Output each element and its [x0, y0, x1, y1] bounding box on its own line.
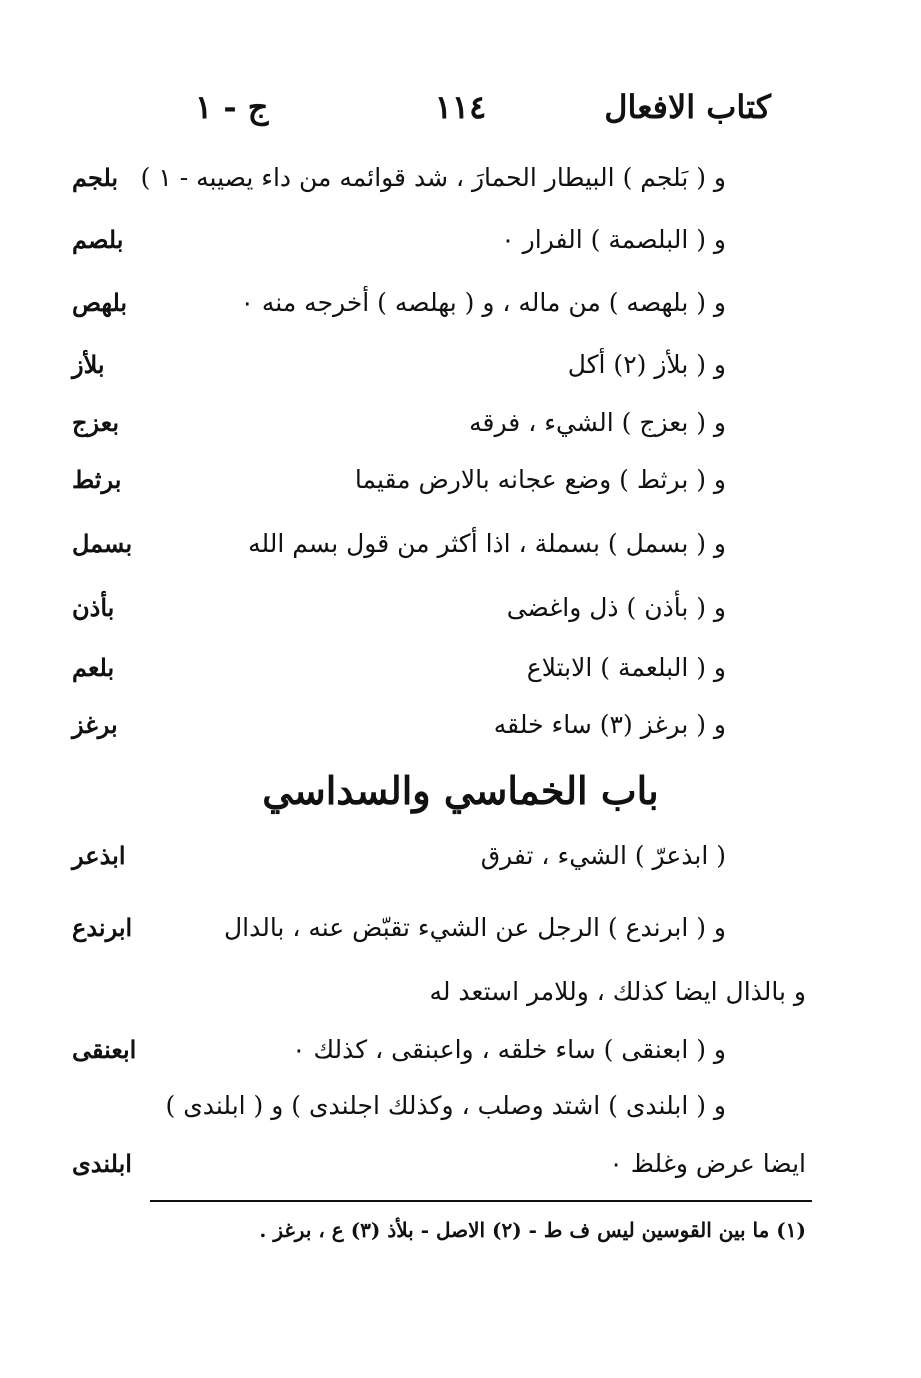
section-heading: باب الخماسي والسداسي	[262, 768, 659, 813]
entry-text: و ( ابلندى ) اشتد وصلب ، وكذلك اجلندى ) و ( ابلندى )	[165, 1091, 726, 1120]
entry-row	[0, 345, 921, 401]
entry-row	[0, 1030, 921, 1086]
entry-text: و ( بسمل ) بسملة ، اذا أكثر من قول بسم الله	[248, 529, 726, 558]
margin-keyword: بلصم	[72, 225, 124, 254]
margin-keyword: بأذن	[72, 593, 115, 622]
entry-text: ( ابذعرّ ) الشيء ، تفرق	[480, 841, 726, 870]
margin-keyword: برغز	[72, 710, 118, 739]
margin-keyword: ابرندع	[72, 913, 133, 942]
footnote-divider	[150, 1200, 812, 1202]
margin-keyword: برثط	[72, 465, 122, 494]
entry-text: و ( برثط ) وضع عجانه بالارض مقيما	[354, 465, 726, 494]
entry-row	[0, 972, 921, 1028]
part-number: ج - ١	[195, 88, 269, 126]
entry-text: و ( بأذن ) ذل واغضى	[506, 593, 726, 622]
entry-row	[0, 283, 921, 339]
entry-text: و ( بعزج ) الشيء ، فرقه	[469, 408, 726, 437]
entry-row	[0, 460, 921, 516]
entry-text: و بالذال ايضا كذلك ، وللامر استعد له	[429, 977, 806, 1006]
entry-row	[0, 648, 921, 704]
margin-keyword: بلجم	[72, 163, 119, 192]
entry-text: و ( برغز (٣) ساء خلقه	[493, 710, 726, 739]
margin-keyword: بلعم	[72, 653, 115, 682]
entry-row	[0, 836, 921, 892]
book-title: كتاب الافعال	[604, 88, 771, 126]
margin-keyword: بلهص	[72, 288, 128, 317]
footnote: (١) ما بين القوسين ليس ف ط - (٢) الاصل - بلأذ (٣) ع ، برغز .	[259, 1218, 806, 1242]
entry-text: و ( بَلجم ) البيطار الحمارَ ، شد قوائمه من داء يصيبه - ١ )	[140, 163, 726, 192]
entry-row	[0, 220, 921, 276]
entry-text: و ( البلعمة ) الابتلاع	[526, 653, 726, 682]
margin-keyword: ابذعر	[72, 841, 126, 870]
entry-row	[0, 1144, 921, 1200]
entry-text: و ( ابعنقى ) ساء خلقه ، واعبنقى ، كذلك ٠	[292, 1035, 726, 1064]
entry-row	[0, 1086, 921, 1142]
entry-row	[0, 588, 921, 644]
entry-row	[0, 403, 921, 459]
entry-row	[0, 908, 921, 964]
margin-keyword: بلأز	[72, 350, 105, 379]
margin-keyword: ابلندى	[72, 1149, 132, 1178]
entry-text: و ( البلصمة ) الفرار ٠	[501, 225, 726, 254]
entry-text: و ( ابرندع ) الرجل عن الشيء تقبّض عنه ، بالدال	[223, 913, 726, 942]
entry-text: ايضا عرض وغلظ ٠	[609, 1149, 806, 1178]
margin-keyword: ابعنقى	[72, 1035, 137, 1064]
margin-keyword: بسمل	[72, 529, 133, 558]
margin-keyword: بعزج	[72, 408, 119, 437]
entry-text: و ( بلأز (٢) أكل	[567, 350, 726, 379]
entry-row	[0, 705, 921, 761]
entry-text: و ( بلهصه ) من ماله ، و ( بهلصه ) أخرجه منه ٠	[240, 288, 726, 317]
entry-row	[0, 158, 921, 214]
page-number: ١١٤	[434, 88, 487, 126]
entry-row	[0, 524, 921, 580]
